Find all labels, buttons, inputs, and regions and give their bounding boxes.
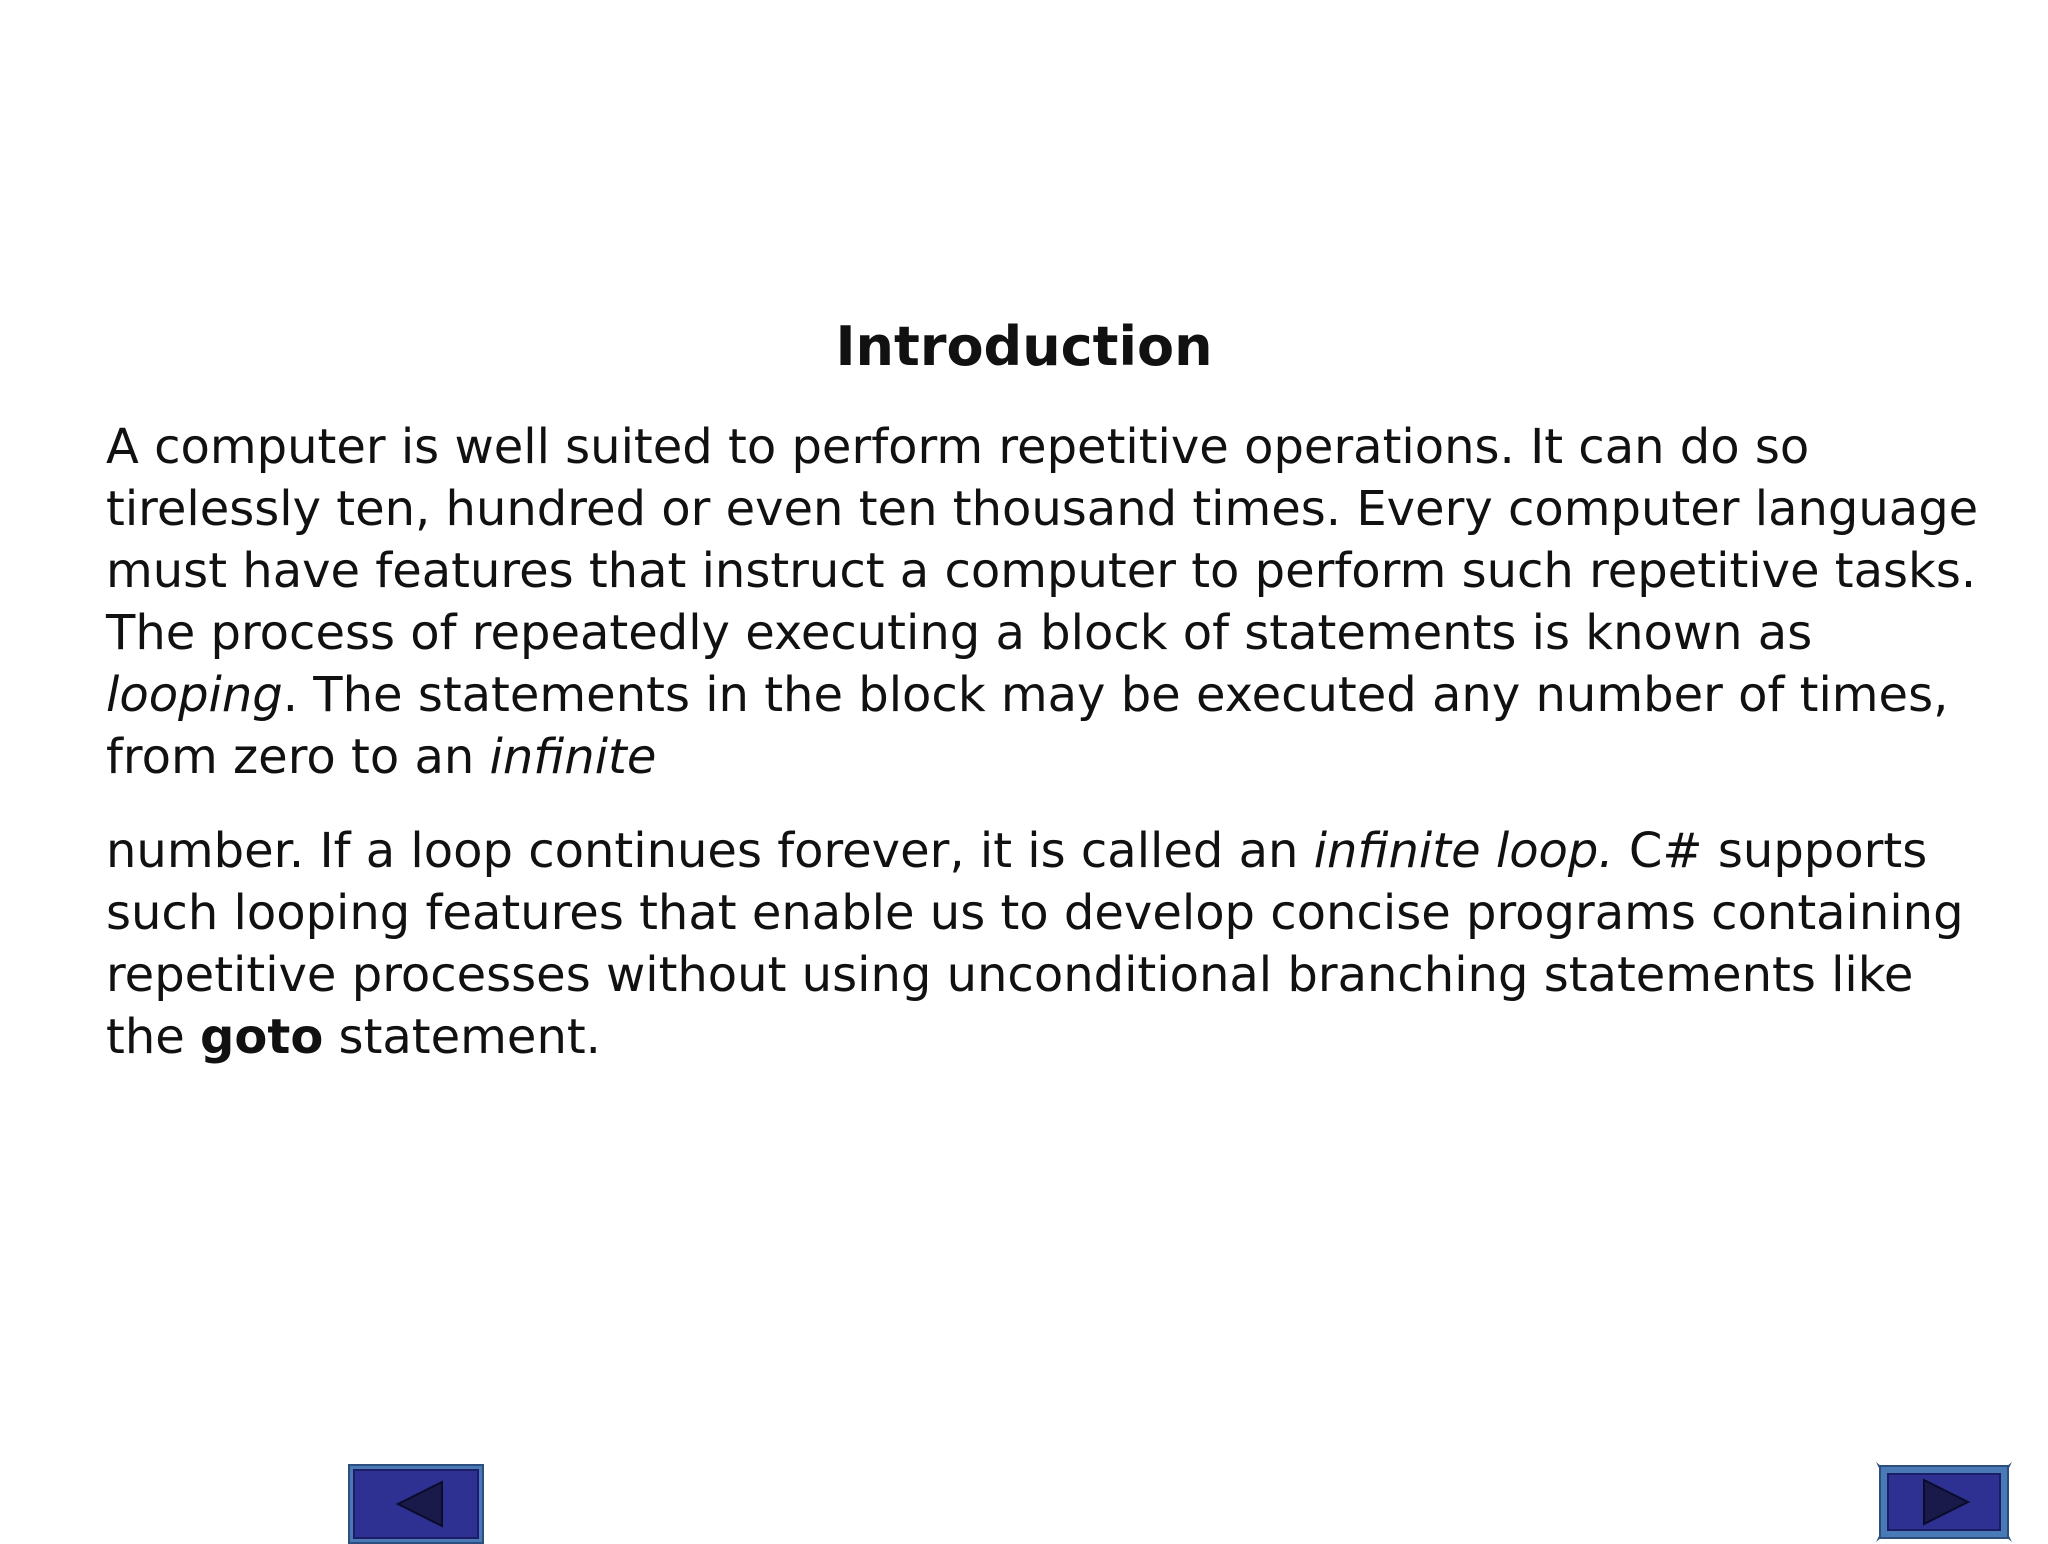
slide-title: Introduction: [835, 315, 1213, 378]
paragraph-line: tirelessly ten, hundred or even ten thousand times. Every computer language: [106, 481, 1979, 537]
paragraph-line: [106, 664, 1966, 726]
paragraph-text: statement.: [323, 1009, 601, 1065]
paragraph-intro: [106, 416, 1979, 788]
paragraph-text: from zero to an: [106, 729, 490, 785]
paragraph-line: repetitive processes without using unconditional branching statements like: [106, 947, 1914, 1003]
goto-keyword: goto: [200, 1009, 324, 1065]
paragraph-continuation: [106, 820, 1966, 1068]
paragraph-line: must have features that instruct a computer to perform such repetitive tasks.: [106, 543, 1977, 599]
paragraph-text: C# supports: [1613, 823, 1928, 879]
paragraph-text: the: [106, 1009, 201, 1065]
looping-term: looping: [106, 667, 283, 723]
infinite-loop-term: infinite loop.: [1313, 823, 1614, 879]
paragraph-line: The process of repeatedly executing a block of statements is known as: [106, 605, 1813, 661]
paragraph-line: such looping features that enable us to develop concise programs containing: [106, 885, 1964, 941]
paragraph-text: number. If a loop continues forever, it is called an: [106, 823, 1314, 879]
triangle-left-icon: [348, 1464, 484, 1544]
paragraph-line: [106, 726, 1966, 788]
infinite-term: infinite: [489, 729, 657, 785]
previous-slide-button[interactable]: [348, 1464, 484, 1544]
paragraph-line: [106, 1006, 1966, 1068]
triangle-right-icon: [1876, 1462, 2012, 1542]
next-slide-button[interactable]: [1876, 1462, 2012, 1542]
paragraph-text: . The statements in the block may be executed any number of times,: [282, 667, 1949, 723]
paragraph-line: [106, 820, 1966, 882]
paragraph-line: A computer is well suited to perform repetitive operations. It can do so: [106, 419, 1810, 475]
